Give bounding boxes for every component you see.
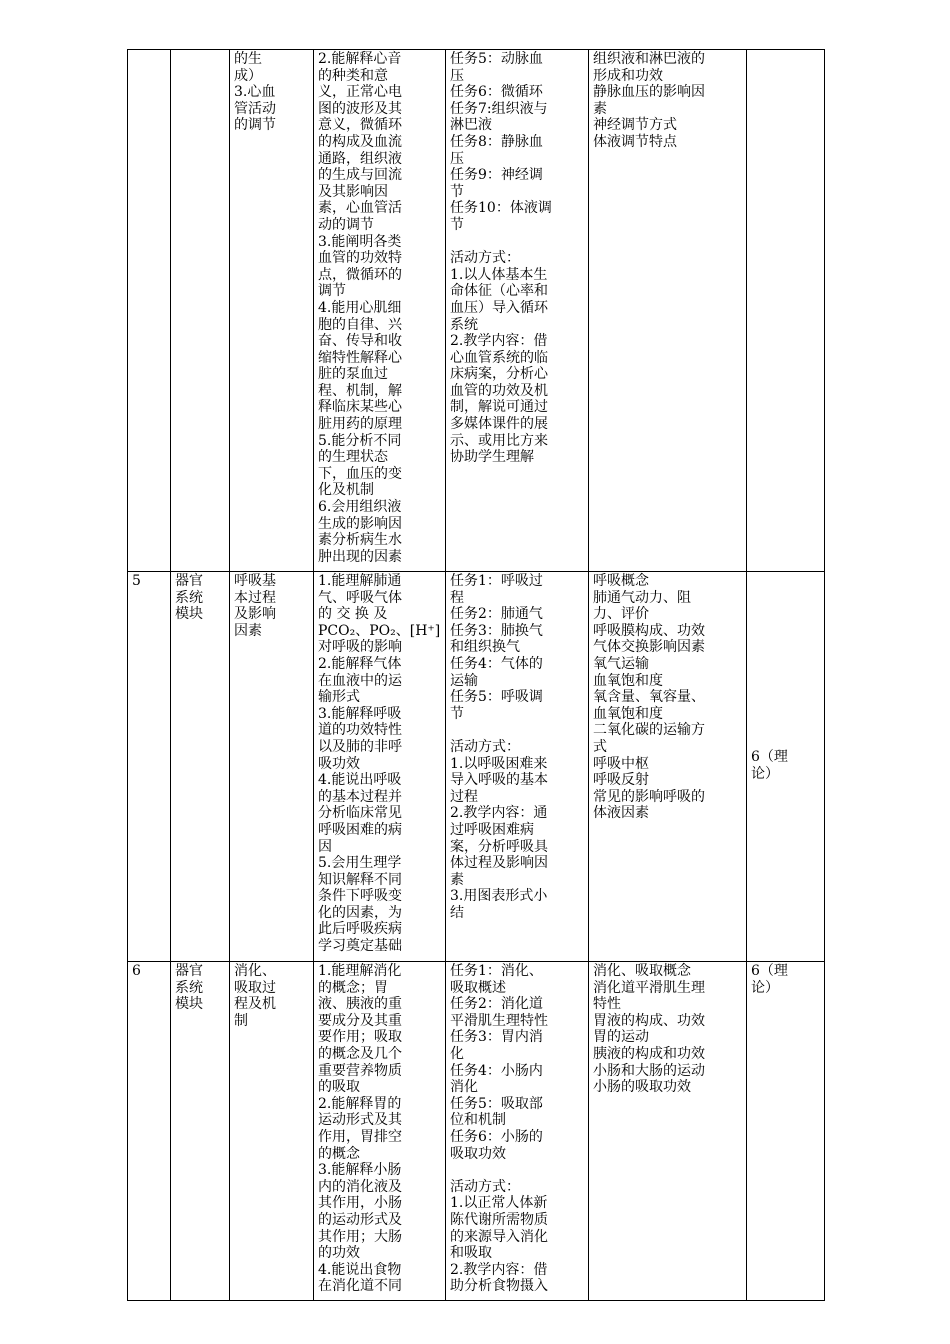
goals-cell: 1.能理解肺通 气、呼吸气体 的 交 换 及 PCO₂、PO₂、[H⁺] 对呼吸的影响 2.能解释气体 在血液中的运 输形式 3.能解释呼吸 道的功效特性 以及肺的非呼 吸功效 4.能说出呼吸 的基本过程并 分析临床常见 呼吸困难的病 因 5.会用生理学 知识解释不同 条件下呼吸变 化的因素，为 此后呼吸疾病 学习奠定基础 [314,572,446,962]
tasks-cell: 任务1：消化、 吸取概述 任务2：消化道 平滑肌生理特性 任务3：胃内消 化 任务4：小肠内 消化 任务5：吸取部 位和机制 任务6：小肠的 吸取功效 活动方式： 1.以正常人体新 陈代谢所需物质 的来源导入消化 和吸取 2.教学内容：借 助分析食物摄入 [446,962,589,1301]
content-cell: 呼吸概念 肺通气动力、阻 力、评价 呼吸膜构成、功效 气体交换影响因素 氧气运输 血氧饱和度 氧含量、氧容量、 血氧饱和度 二氧化碳的运输方 式 呼吸中枢 呼吸反射 常见的影响呼吸的 体液因素 [589,572,747,962]
hours-cell: 6（理 论） [747,962,825,1301]
hours-cell: 6（理 论） [747,572,825,962]
syllabus-table [127,49,825,1301]
table-row [128,572,825,962]
module-cell [171,50,230,572]
table-row [128,50,825,572]
goals-cell: 1.能理解消化 的概念；胃 液、胰液的重 要成分及其重 要作用；吸取 的概念及几个 重要营养物质 的吸取 2.能解释胃的 运动形式及其 作用，胃排空 的概念 3.能解释小肠 内的消化液及 其作用，小肠 的运动形式及 其作用；大肠 的功效 4.能说出食物 在消化道不同 [314,962,446,1301]
content-cell: 消化、吸取概念 消化道平滑肌生理 特性 胃液的构成、功效 胃的运动 胰液的构成和功效 小肠和大肠的运动 小肠的吸取功效 [589,962,747,1301]
module-cell: 器官 系统 模块 [171,962,230,1301]
tasks-cell: 任务1：呼吸过 程 任务2：肺通气 任务3：肺换气 和组织换气 任务4：气体的 运输 任务5：呼吸调 节 活动方式： 1.以呼吸困难来 导入呼吸的基本 过程 2.教学内容：通 过呼吸困难病 案，分析呼吸具 体过程及影响因 素 3.用图表形式小 结 [446,572,589,962]
table-row [128,962,825,1301]
hours-cell [747,50,825,572]
goals-cell: 2.能解释心音 的种类和意 义，正常心电 图的波形及其 意义，微循环 的构成及血流 通路，组织液 的生成与回流 及其影响因 素，心血管活 动的调节 3.能阐明各类 血管的功效特 点，微循环的 调节 4.能用心肌细 胞的自律、兴 奋、传导和收 缩特性解释心 脏的泵血过 程、机制，解 释临床某些心 脏用药的原理 5.能分析不同 的生理状态 下，血压的变 化及机制 6.会用组织液 生成的影响因 素分析病生水 肿出现的因素 [314,50,446,572]
module-cell: 器官 系统 模块 [171,572,230,962]
row-number-cell: 6 [128,962,171,1301]
unit-cell: 的生 成） 3.心血 管活动 的调节 [230,50,314,572]
unit-cell: 消化、 吸取过 程及机 制 [230,962,314,1301]
content-cell: 组织液和淋巴液的 形成和功效 静脉血压的影响因 素 神经调节方式 体液调节特点 [589,50,747,572]
row-number-cell: 5 [128,572,171,962]
unit-cell: 呼吸基 本过程 及影响 因素 [230,572,314,962]
tasks-cell: 任务5：动脉血 压 任务6：微循环 任务7:组织液与 淋巴液 任务8：静脉血 压 任务9：神经调 节 任务10：体液调 节 活动方式： 1.以人体基本生 命体征（心率和 血压）导入循环 系统 2.教学内容：借 心血管系统的临 床病案，分析心 血管的功效及机 制，解说可通过 多媒体课件的展 示、或用比方来 协助学生理解 [446,50,589,572]
row-number-cell [128,50,171,572]
